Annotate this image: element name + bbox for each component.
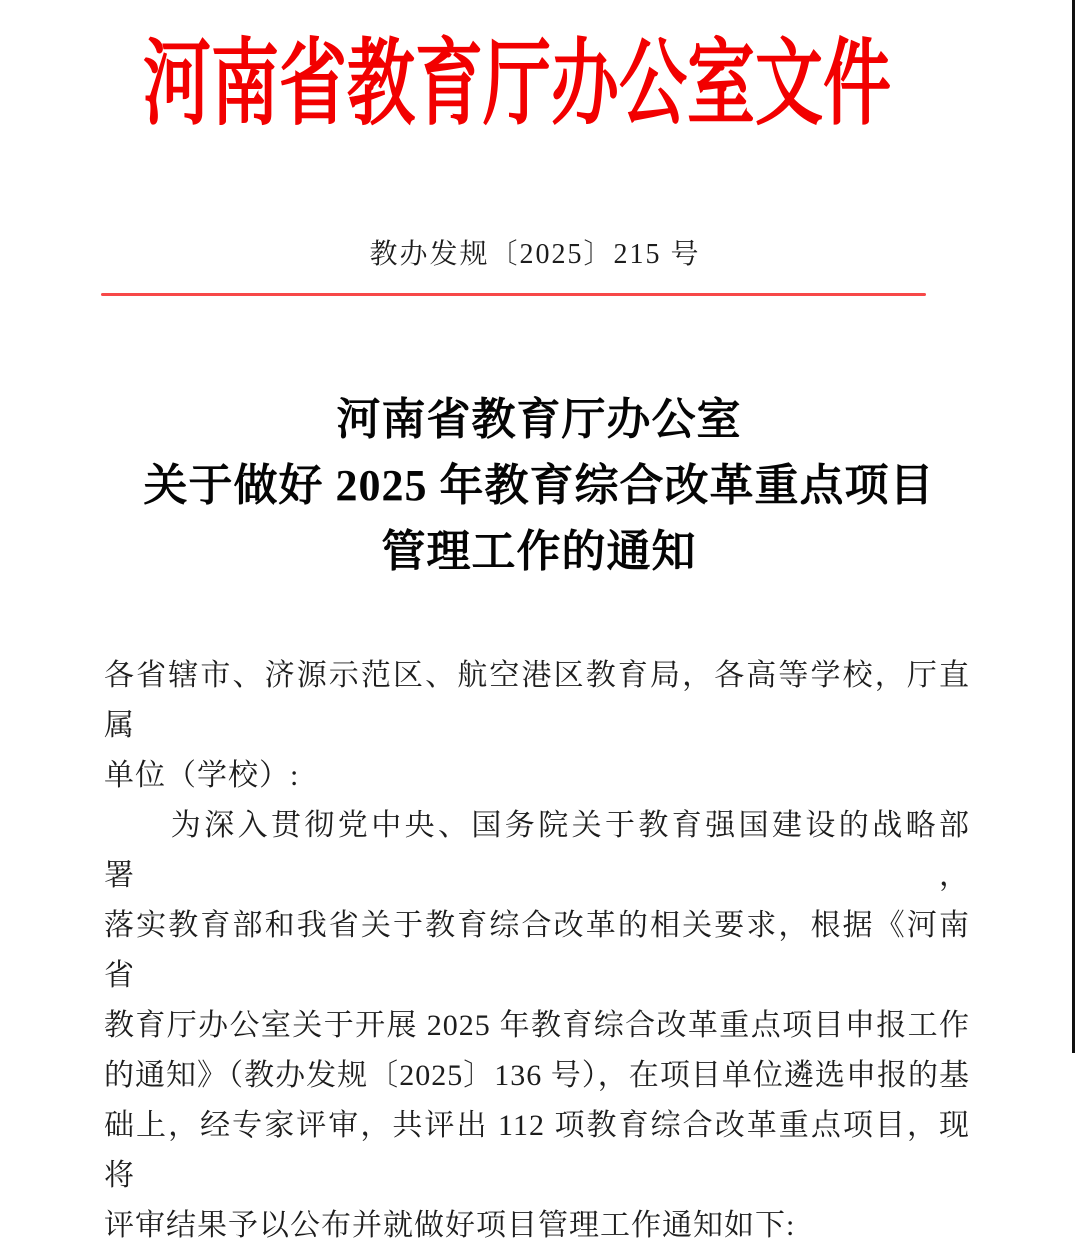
body-line: 为深入贯彻党中央、国务院关于教育强国建设的战略部署， (104, 809, 970, 892)
body-line: 各省辖市、济源示范区、航空港区教育局，各高等学校，厅直属 (104, 659, 970, 742)
title-line: 关于做好 2025 年教育综合改革重点项目 (143, 461, 935, 510)
body-line: 教育厅办公室关于开展 2025 年教育综合改革重点项目申报工作 (104, 1009, 970, 1042)
document-body (104, 651, 970, 1251)
body-line: 单位（学校）: (104, 759, 300, 792)
body-line: 础上，经专家评审，共评出 112 项教育综合改革重点项目，现将 (104, 1109, 970, 1192)
document-number: 教办发规〔2025〕215 号 (369, 239, 701, 270)
body-line: 的通知》（教办发规〔2025〕136 号），在项目单位遴选申报的基 (104, 1059, 970, 1092)
title-line: 河南省教育厅办公室 (336, 395, 742, 444)
red-divider-line (101, 293, 926, 296)
document-header-title: 河南省教育厅办公室文件 (142, 31, 891, 137)
title-line: 管理工作的通知 (381, 527, 697, 576)
body-line: 评审结果予以公布并就做好项目管理工作通知如下: (104, 1209, 796, 1242)
document-title (0, 387, 1078, 585)
body-line: 落实教育部和我省关于教育综合改革的相关要求，根据《河南省 (104, 909, 970, 992)
